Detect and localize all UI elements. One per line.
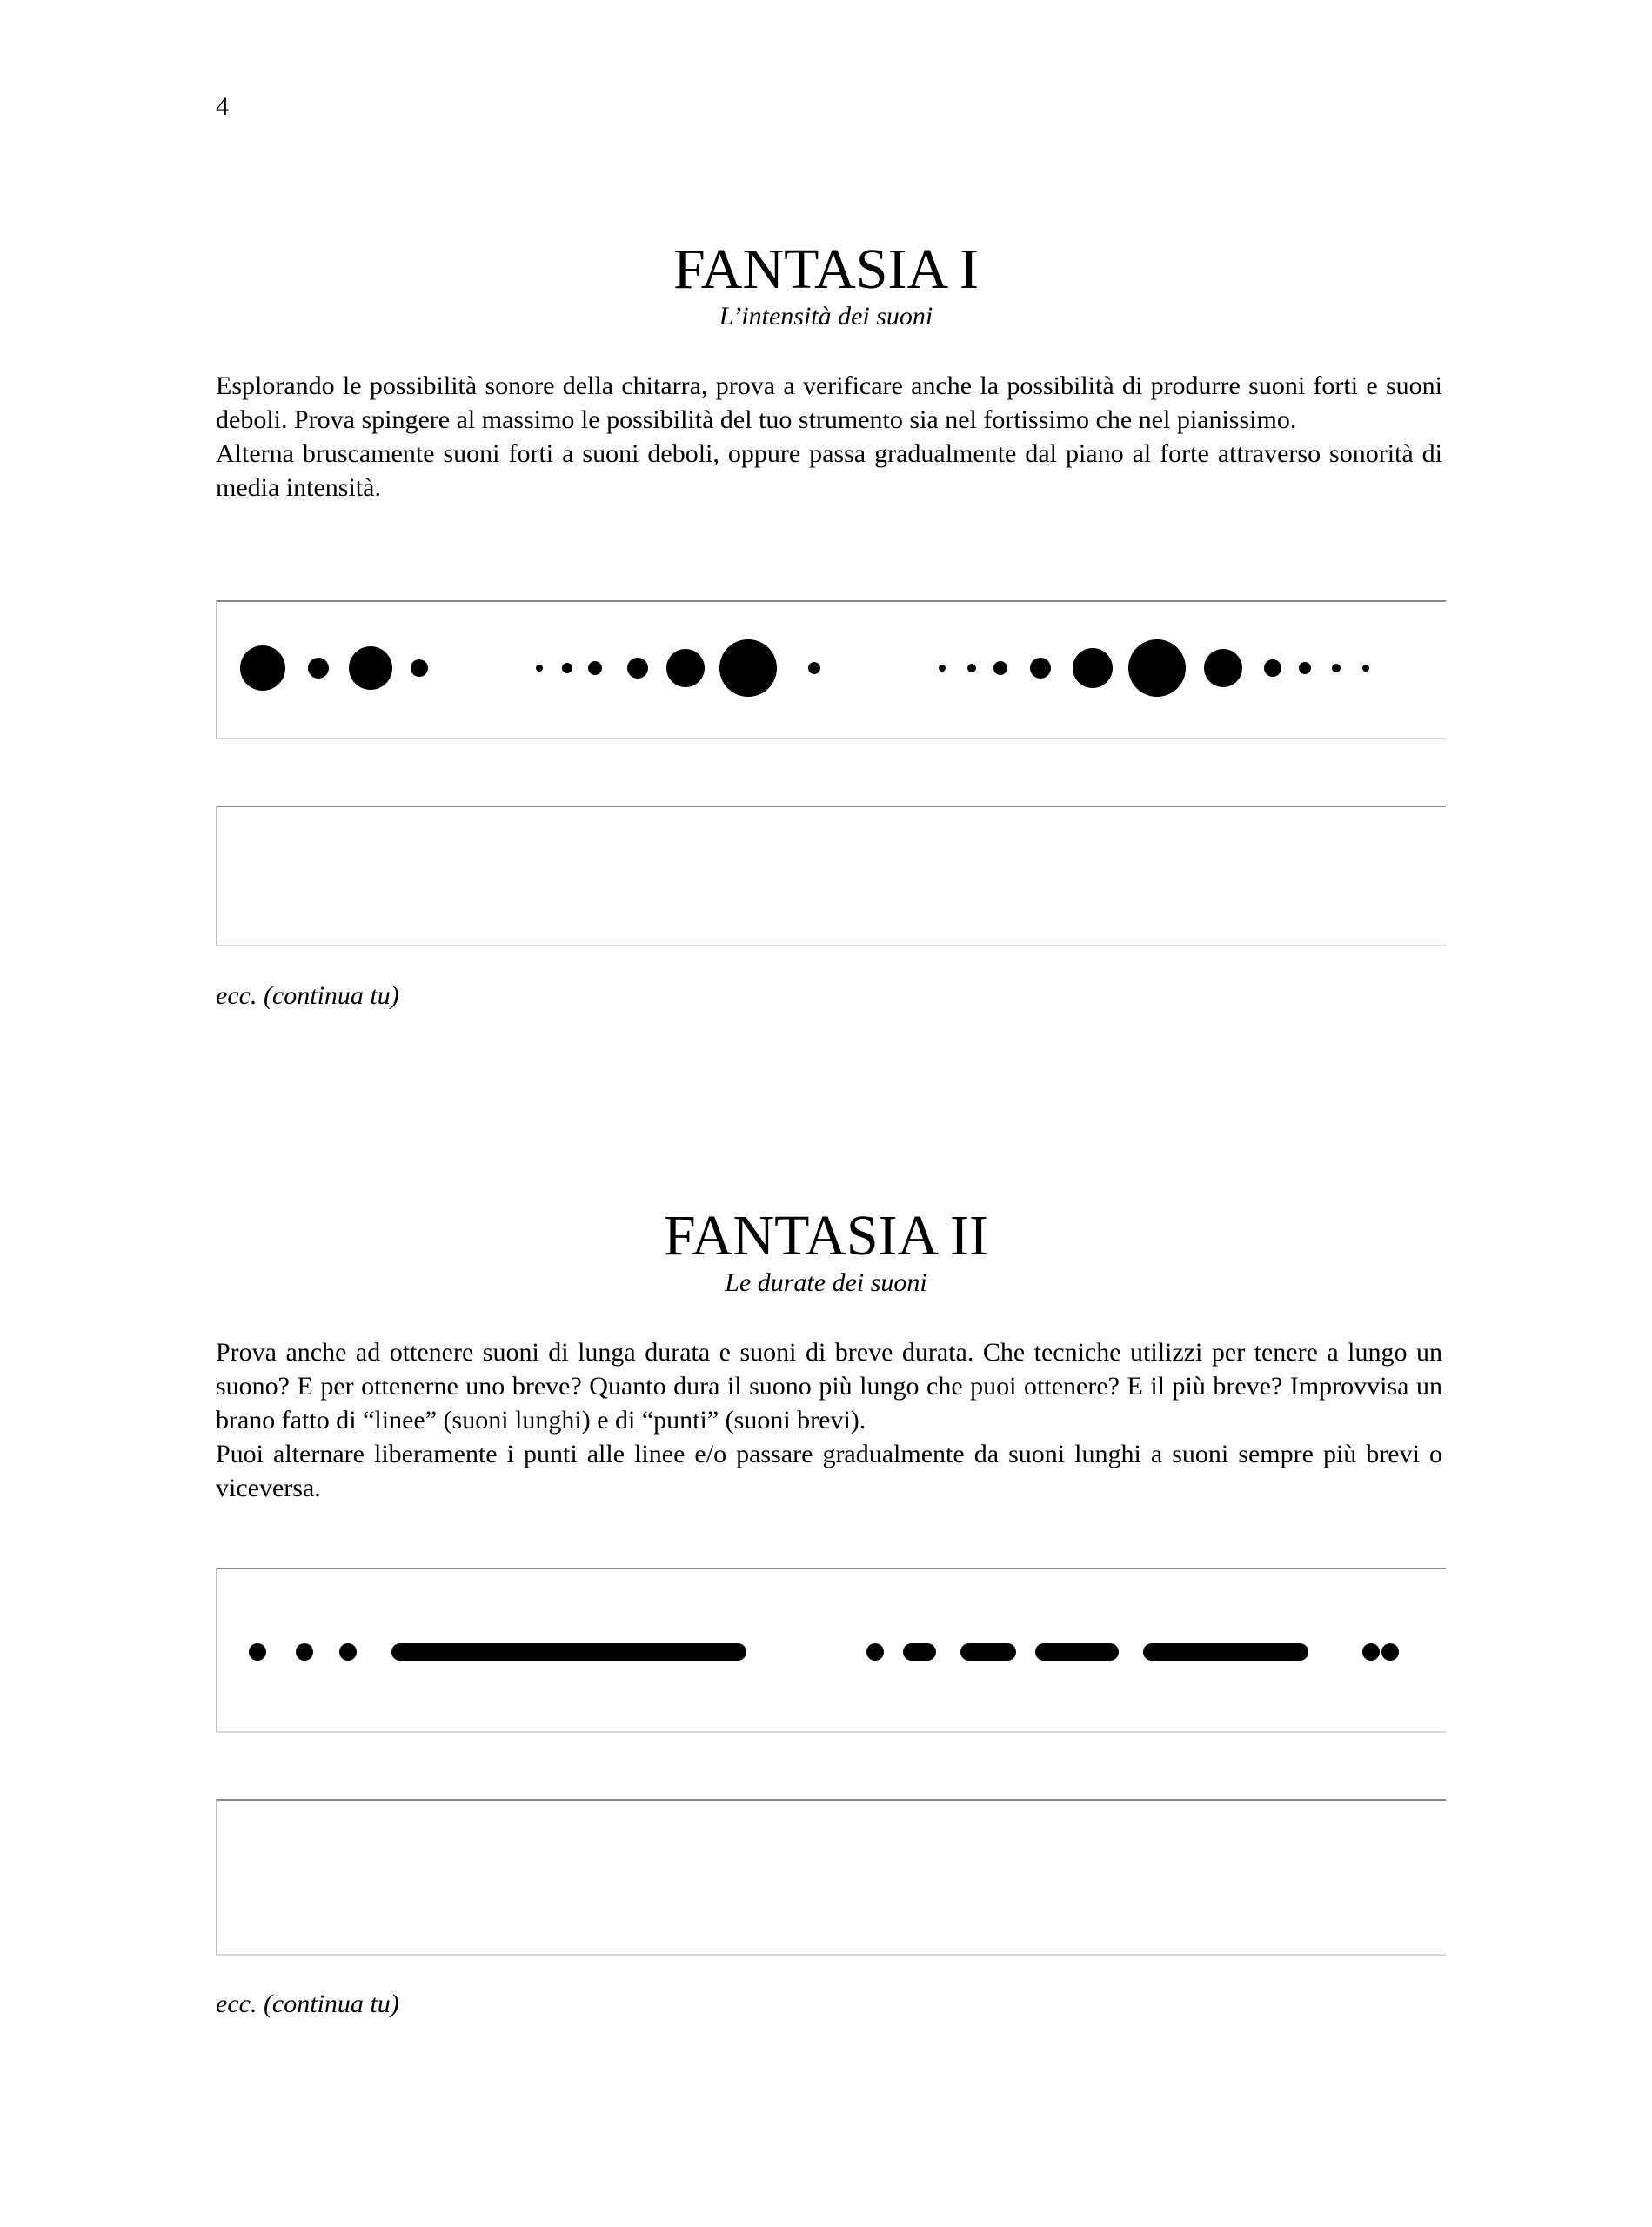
section-title-fantasia-1: FANTASIA I [672,237,979,301]
empty-notation-box[interactable] [216,806,1446,946]
section-subtitle-fantasia-1: L’intensità dei suoni [719,302,933,331]
page-number: 4 [216,92,229,121]
paragraph: Alterna bruscamente suoni forti a suoni deboli, oppure passa gradualmente dal piano al forte attraverso sonorità di media intensità. [216,439,1442,502]
section-subtitle-fantasia-2: Le durate dei suoni [725,1268,927,1297]
paragraph: Prova anche ad ottenere suoni di lunga durata e suoni di breve durata. Che tecniche utilizzi per tenere a lungo un suono? E per ottenerne uno breve? Quanto dura il suono più lungo che puoi ottenere? E il più breve? Improvvisa un brano fatto di “linee” (suoni lunghi) e di “punti” (suoni brevi). [216,1338,1442,1435]
example-notation-lines [216,1568,1446,1733]
dynamics-dots-graphic [217,602,1446,738]
paragraph: Esplorando le possibilità sonore della chitarra, prova a verificare anche la possibilità di produrre suoni forti e suoni deboli. Prova spingere al massimo le possibilità del tuo strumento sia nel fortissimo che nel pianissimo. [216,371,1442,434]
example-notation-dots [216,600,1446,739]
section-title-fantasia-2: FANTASIA II [664,1204,988,1267]
continue-note: ecc. (continua tu) [216,981,399,1010]
empty-notation-box[interactable] [216,1799,1446,1956]
continue-note: ecc. (continua tu) [216,1990,399,2018]
section-text-fantasia-2 [216,1335,1442,1505]
section-text-fantasia-1 [216,369,1442,505]
durations-lines-graphic [217,1569,1446,1731]
paragraph: Puoi alternare liberamente i punti alle linee e/o passare gradualmente da suoni lunghi a suoni sempre più brevi o viceversa. [216,1440,1442,1502]
